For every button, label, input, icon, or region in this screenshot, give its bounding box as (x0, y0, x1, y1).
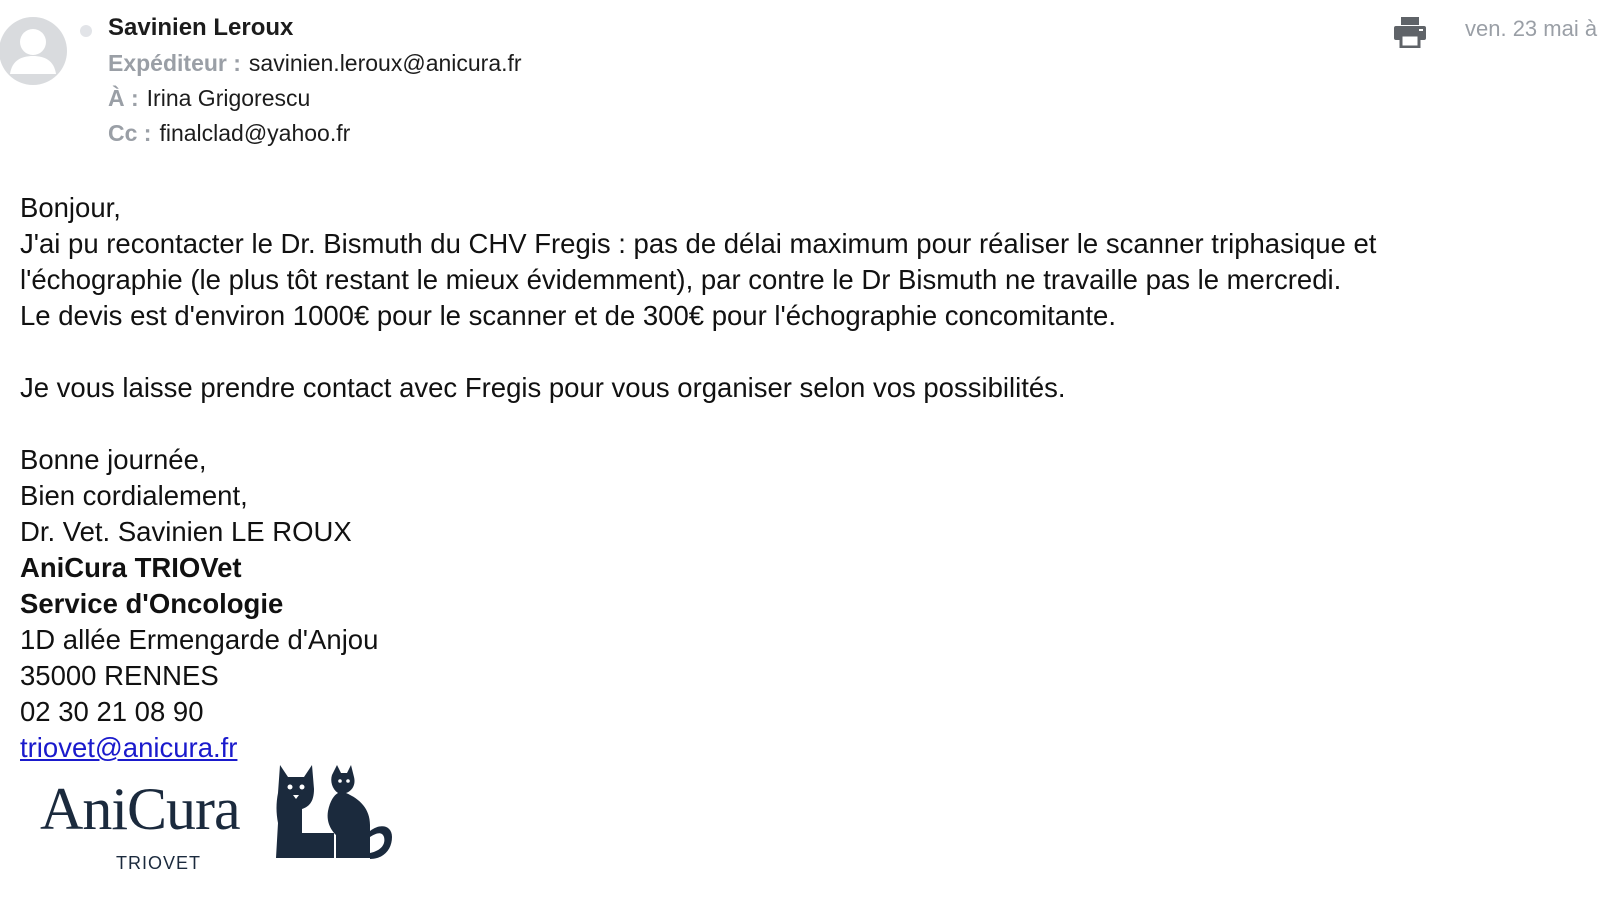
cc-label: Cc : (108, 120, 152, 146)
signature-name: Dr. Vet. Savinien LE ROUX (20, 516, 352, 547)
paragraph-line: J'ai pu recontacter le Dr. Bismuth du CHV Fregis : pas de délai maximum pour réaliser le scanner triphasique et (20, 228, 1377, 259)
signature-address: 1D allée Ermengarde d'Anjou (20, 624, 379, 655)
paragraph-line: l'échographie (le plus tôt restant le mieux évidemment), par contre le Dr Bismuth ne travaille pas le mercredi. (20, 264, 1342, 295)
signature-phone: 02 30 21 08 90 (20, 696, 204, 727)
message-date: ven. 23 mai à (1465, 16, 1598, 41)
user-avatar-icon (0, 12, 68, 90)
cc-value[interactable]: finalclad@yahoo.fr (159, 120, 351, 146)
print-button[interactable] (1393, 16, 1427, 48)
signature-org: AniCura TRIOVet (20, 552, 242, 583)
cat-dog-logo-icon (274, 763, 396, 863)
paragraph-line: Je vous laisse prendre contact avec Fregis pour vous organiser selon vos possibilités. (20, 372, 1066, 403)
from-value[interactable]: savinien.leroux@anicura.fr (248, 50, 522, 76)
unread-indicator (80, 25, 92, 37)
logo-sub-text: TRIOVET (116, 853, 202, 873)
paragraph-line: Le devis est d'environ 1000€ pour le scanner et de 300€ pour l'échographie concomitante. (20, 300, 1116, 331)
signature-email-link[interactable]: triovet@anicura.fr (20, 732, 238, 763)
to-value[interactable]: Irina Grigorescu (146, 85, 311, 111)
print-icon (1393, 16, 1427, 48)
greeting: Bonjour, (20, 192, 121, 223)
sender-avatar (0, 12, 68, 90)
closing: Bien cordialement, (20, 480, 248, 511)
logo-brand-text: AniCura (40, 776, 240, 842)
anicura-logo (40, 775, 400, 885)
spacer (20, 406, 1610, 442)
message-body (20, 190, 1610, 766)
closing: Bonne journée, (20, 444, 207, 475)
from-row (108, 50, 522, 77)
signature-service: Service d'Oncologie (20, 588, 284, 619)
to-label: À : (108, 85, 139, 111)
sender-name: Savinien Leroux (108, 14, 294, 41)
spacer (20, 334, 1610, 370)
from-label: Expéditeur : (108, 50, 241, 76)
signature-city: 35000 RENNES (20, 660, 219, 691)
cc-row (108, 120, 350, 147)
to-row (108, 85, 310, 112)
